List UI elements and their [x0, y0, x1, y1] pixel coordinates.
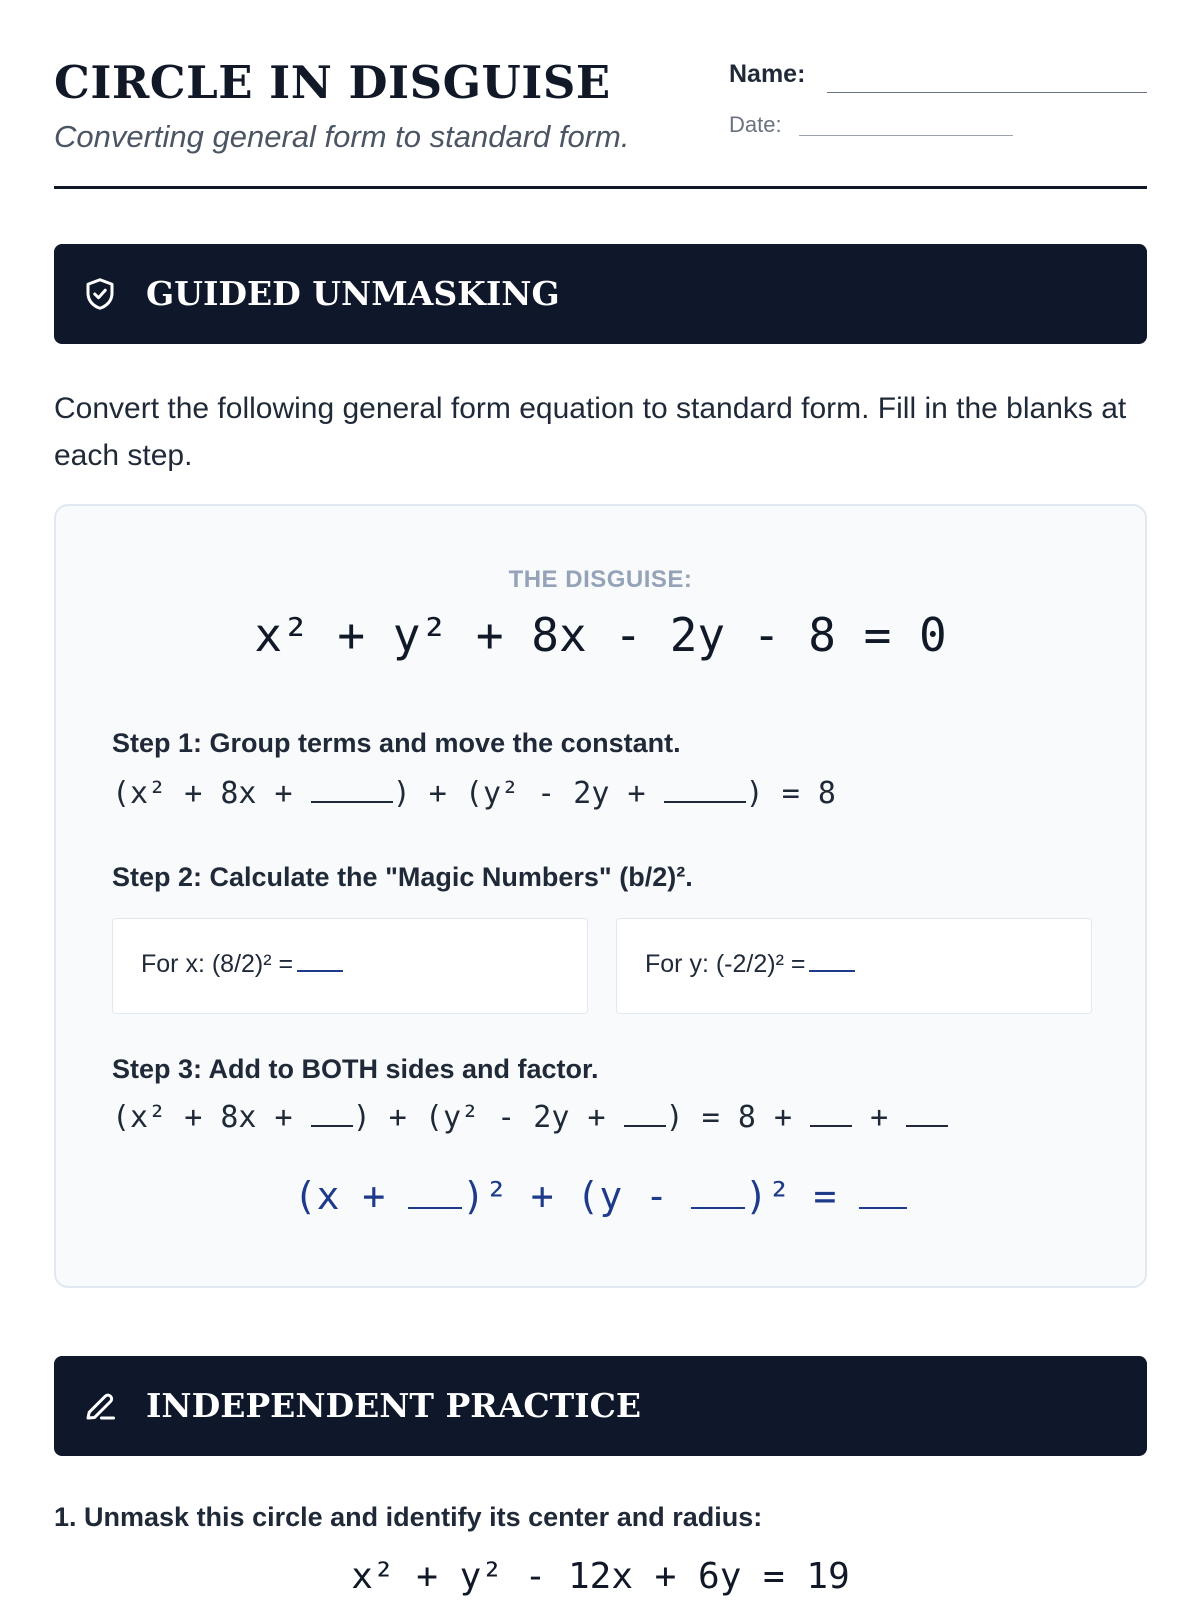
- magic-number-x-label: For x: (8/2)² =: [141, 950, 294, 978]
- step2-title: Step 2: Calculate the "Magic Numbers" (b/2)².: [112, 862, 693, 892]
- step1-eq-part1: (x² + 8x +: [112, 776, 311, 811]
- disguise-label: THE DISGUISE:: [508, 566, 693, 593]
- guided-instructions: Convert the following general form equation to standard form. Fill in the blanks at each step.: [54, 392, 1127, 472]
- step3-equation: [112, 1100, 948, 1135]
- section-banner-guided: [54, 244, 1147, 344]
- magic-number-y-label: For y: (-2/2)² =: [645, 950, 806, 978]
- step1-equation: [112, 776, 836, 811]
- practice-equation-1: x² + y² - 12x + 6y = 19: [351, 1556, 850, 1597]
- magic-number-box-y: [616, 918, 1092, 1014]
- final-part3: )² =: [744, 1174, 860, 1218]
- pencil-icon: [82, 1388, 118, 1424]
- guided-problem-box: [54, 504, 1147, 1288]
- magic-number-y: [645, 950, 855, 979]
- step3-eq-part2: ) + (y² - 2y +: [352, 1100, 624, 1135]
- final-part1: (x +: [293, 1174, 409, 1218]
- practice-question-1: 1. Unmask this circle and identify its center and radius:: [54, 1502, 763, 1532]
- shield-check-icon: [82, 276, 118, 312]
- page-title: CIRCLE IN DISGUISE: [54, 56, 611, 109]
- step3-blank-x[interactable]: [311, 1103, 353, 1127]
- name-label: Name:: [729, 60, 806, 88]
- final-standard-form: [56, 1174, 1145, 1218]
- step3-blank-rhs-1[interactable]: [810, 1103, 852, 1127]
- magic-number-x: [141, 950, 343, 979]
- final-blank-r2[interactable]: [859, 1181, 907, 1209]
- final-part2: )² + (y -: [462, 1174, 691, 1218]
- disguise-equation: x² + y² + 8x - 2y - 8 = 0: [254, 608, 947, 662]
- final-blank-k[interactable]: [691, 1181, 745, 1209]
- step3-eq-part4: +: [852, 1100, 907, 1135]
- step3-title: Step 3: Add to BOTH sides and factor.: [112, 1054, 599, 1084]
- step1-title: Step 1: Group terms and move the constant.: [112, 728, 681, 758]
- final-blank-h[interactable]: [408, 1181, 462, 1209]
- date-label: Date:: [729, 112, 782, 137]
- magic-number-y-blank[interactable]: [809, 952, 855, 972]
- page-subtitle: Converting general form to standard form.: [54, 119, 630, 154]
- date-field[interactable]: [799, 135, 1013, 136]
- section-title-guided: GUIDED UNMASKING: [146, 274, 560, 313]
- step1-blank-x[interactable]: [311, 779, 393, 803]
- step1-blank-y[interactable]: [664, 779, 746, 803]
- magic-number-box-x: [112, 918, 588, 1014]
- step3-blank-rhs-2[interactable]: [906, 1103, 948, 1127]
- section-banner-practice: [54, 1356, 1147, 1456]
- step3-eq-part1: (x² + 8x +: [112, 1100, 311, 1135]
- step1-eq-part2: ) + (y² - 2y +: [392, 776, 664, 811]
- name-field[interactable]: [827, 92, 1147, 93]
- step3-eq-part3: ) = 8 +: [665, 1100, 811, 1135]
- step1-eq-part3: ) = 8: [745, 776, 836, 811]
- step3-blank-y[interactable]: [624, 1103, 666, 1127]
- section-title-practice: INDEPENDENT PRACTICE: [146, 1386, 641, 1425]
- magic-number-x-blank[interactable]: [297, 952, 343, 972]
- header-divider: [54, 186, 1147, 189]
